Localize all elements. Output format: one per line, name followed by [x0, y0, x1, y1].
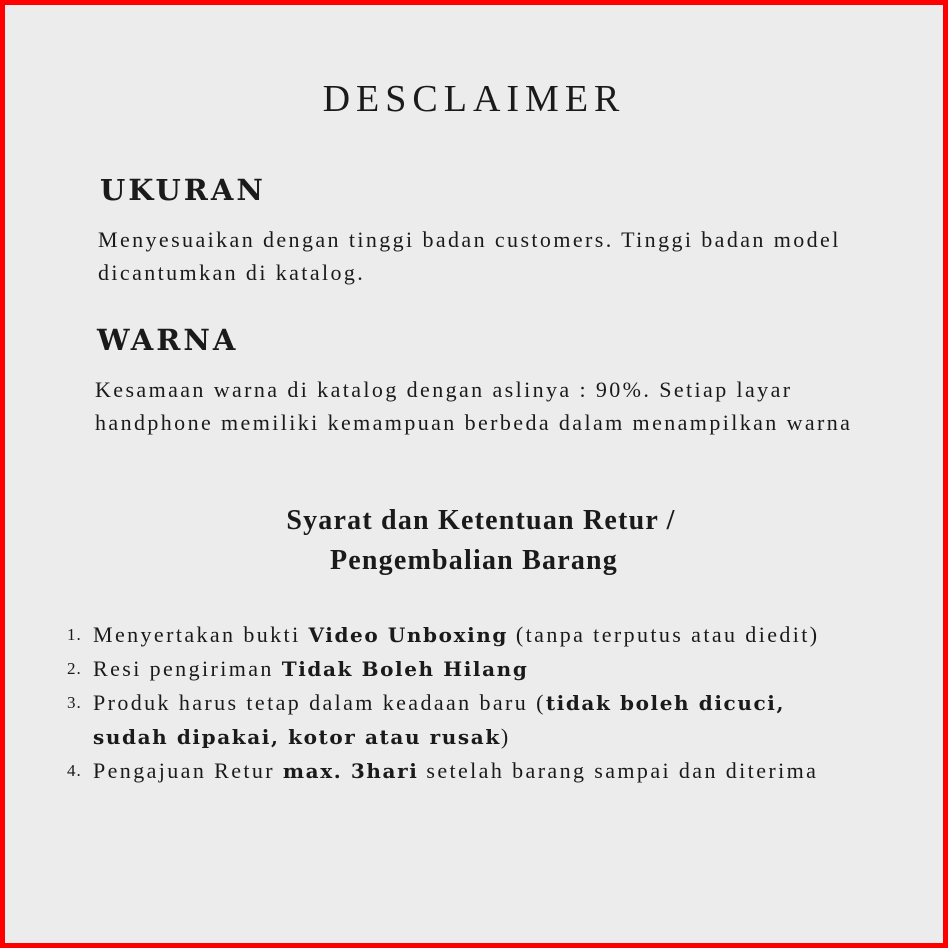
warna-heading: WARNA — [97, 323, 239, 357]
rule-emphasis: tidak boleh dicuci, sudah dipakai, kotor atau rusak — [93, 691, 786, 749]
return-policy-title — [5, 501, 943, 581]
return-rule-product-condition — [63, 686, 853, 754]
ukuran-description: Menyesuaikan dengan tinggi badan customers. Tinggi badan model dicantumkan di katalog. — [98, 227, 841, 285]
page-title: DESCLAIMER — [322, 78, 626, 120]
rule-text: Pengajuan Retur — [93, 758, 283, 783]
ukuran-heading: UKURAN — [100, 173, 266, 207]
rule-text-end: setelah barang sampai dan diterima — [418, 758, 819, 783]
return-policy-title-line-2: Pengembalian Barang — [329, 545, 619, 576]
return-rule-deadline — [63, 754, 853, 788]
rule-text: Produk harus tetap dalam keadaan baru ( — [93, 690, 546, 715]
rule-text: Menyertakan bukti — [93, 622, 309, 647]
return-rule-receipt — [63, 652, 853, 686]
rule-emphasis: max. 3hari — [282, 759, 419, 783]
rule-emphasis: Video Unboxing — [308, 623, 509, 647]
rule-number: 4. — [67, 761, 82, 780]
rule-number: 3. — [67, 693, 82, 712]
warna-description: Kesamaan warna di katalog dengan aslinya : 90%. Setiap layar handphone memiliki kemampuan berbeda dalam menampilkan warna — [95, 377, 853, 435]
rule-number: 1. — [67, 625, 82, 644]
return-rule-video-unboxing — [63, 618, 853, 652]
rule-text-end: (tanpa terputus atau diedit) — [508, 622, 820, 647]
rule-number: 2. — [67, 659, 82, 678]
rule-text: Resi pengiriman — [93, 656, 282, 681]
rule-text-end: ) — [500, 724, 511, 749]
rule-emphasis: Tidak Boleh Hilang — [281, 657, 529, 681]
return-policy-title-line-1: Syarat dan Ketentuan Retur / — [286, 505, 676, 536]
return-rules-list — [63, 618, 853, 788]
